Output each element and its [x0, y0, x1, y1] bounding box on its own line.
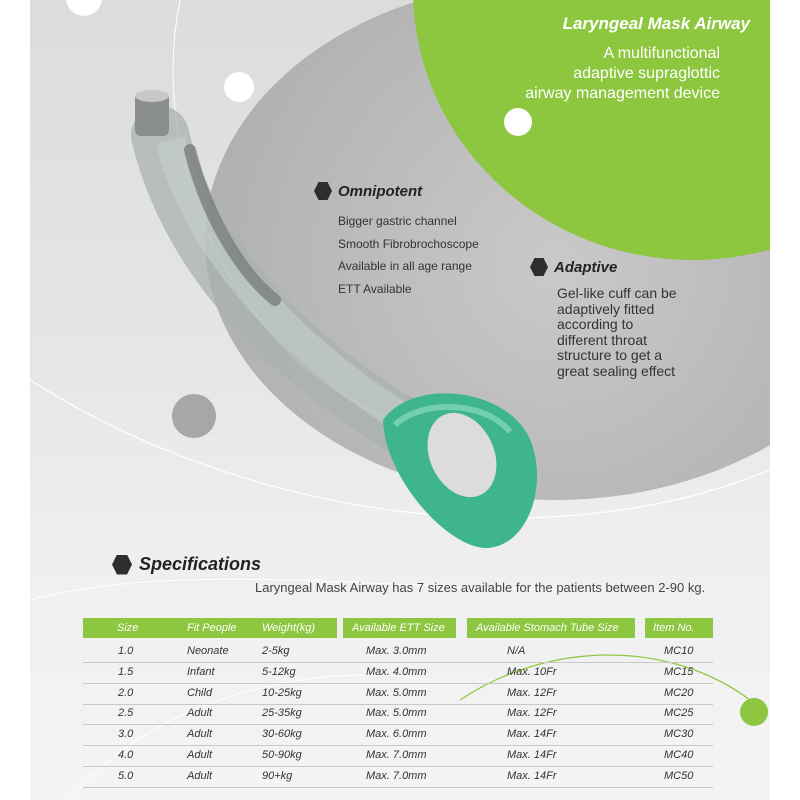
cell-ett-size: Max. 3.0mm — [366, 645, 427, 657]
cell-fit-people: Adult — [187, 728, 213, 741]
header-stomach-tube: Available Stomach Tube Size — [476, 622, 619, 634]
cell-fit-people: Adult — [187, 749, 213, 761]
product-sheet — [30, 0, 770, 800]
cell-weight: 2-5kg — [262, 645, 290, 657]
product-title: Laryngeal Mask Airway — [562, 14, 750, 33]
specifications-title: Specifications — [139, 554, 262, 574]
header-weight: Weight(kg) — [262, 622, 315, 634]
list-item: Available in all age range — [338, 259, 472, 273]
cell-item-no: MC30 — [664, 728, 694, 741]
adaptive-title: Adaptive — [554, 258, 618, 276]
specifications-description: Laryngeal Mask Airway has 7 sizes available for the patients between 2-90 kg. — [255, 580, 706, 595]
hexagon-bullet-icon — [530, 258, 548, 276]
cell-size: 1.0 — [118, 645, 134, 657]
cell-ett-size: Max. 7.0mm — [366, 769, 427, 782]
cell-fit-people: Adult — [187, 707, 213, 720]
cell-stomach-tube: Max. 14Fr — [507, 769, 557, 782]
cell-ett-size: Max. 7.0mm — [366, 749, 427, 761]
cell-fit-people: Neonate — [187, 645, 229, 657]
cell-fit-people: Infant — [187, 665, 215, 678]
cell-size: 3.0 — [118, 728, 134, 741]
cell-item-no: MC40 — [664, 749, 694, 761]
cell-fit-people: Child — [187, 686, 213, 699]
cell-ett-size: Max. 5.0mm — [366, 707, 427, 720]
cell-stomach-tube: Max. 12Fr — [507, 686, 557, 699]
text-line: according to — [557, 316, 634, 332]
text-line: great sealing effect — [557, 362, 676, 379]
cell-weight: 25-35kg — [262, 707, 302, 720]
cell-weight: 50-90kg — [262, 749, 302, 761]
cell-stomach-tube: Max. 14Fr — [507, 749, 557, 761]
header-ett-size: Available ETT Size — [352, 622, 445, 634]
cell-item-no: MC50 — [664, 769, 694, 782]
header-item-no: Item No. — [653, 622, 695, 634]
row-divider — [83, 662, 713, 663]
cell-stomach-tube: Max. 10Fr — [507, 665, 557, 678]
cell-fit-people: Adult — [187, 769, 213, 782]
cell-weight: 10-25kg — [262, 686, 302, 699]
cell-item-no: MC10 — [664, 645, 694, 657]
subtitle-line: adaptive supraglottic — [573, 65, 720, 82]
header-size: Size — [117, 622, 139, 634]
cell-weight: 90+kg — [262, 769, 293, 782]
cell-stomach-tube: N/A — [507, 645, 526, 657]
cell-size: 4.0 — [118, 749, 134, 761]
row-divider — [83, 745, 713, 746]
list-item: ETT Available — [338, 281, 412, 296]
cell-ett-size: Max. 4.0mm — [366, 665, 427, 678]
adaptive-heading — [530, 258, 617, 276]
text-line: structure to get a — [557, 347, 663, 363]
specifications-heading — [112, 554, 261, 575]
hexagon-bullet-icon — [112, 555, 132, 575]
list-item: Smooth Fibrobrochoscope — [338, 236, 479, 251]
row-divider — [83, 683, 713, 684]
table-header-ett — [343, 618, 456, 638]
product-subtitle — [460, 44, 720, 104]
omnipotent-heading — [314, 182, 422, 200]
omnipotent-title: Omnipotent — [338, 182, 423, 200]
text-line: different throat — [557, 331, 648, 348]
list-item: Bigger gastric channel — [338, 214, 457, 228]
cell-item-no: MC25 — [664, 707, 694, 720]
cell-weight: 5-12kg — [262, 665, 296, 678]
cell-ett-size: Max. 5.0mm — [366, 686, 427, 699]
table-header-group-basic — [83, 618, 337, 638]
text-line: Gel-like cuff can be — [557, 285, 677, 301]
cell-ett-size: Max. 6.0mm — [366, 728, 427, 741]
table-header-stomach-tube — [467, 618, 635, 638]
cell-item-no: MC15 — [664, 665, 694, 678]
cell-size: 2.0 — [118, 686, 134, 699]
subtitle-line: airway management device — [525, 85, 720, 102]
row-divider — [83, 766, 713, 767]
subtitle-line: A multifunctional — [603, 45, 720, 62]
row-divider — [83, 724, 713, 725]
header-fit-people: Fit People — [187, 622, 237, 634]
cell-stomach-tube: Max. 14Fr — [507, 728, 557, 741]
table-header-item — [645, 618, 713, 638]
hexagon-bullet-icon — [314, 182, 332, 200]
row-divider — [83, 787, 713, 788]
text-line: adaptively fitted — [557, 300, 655, 317]
cell-weight: 30-60kg — [262, 728, 302, 741]
adaptive-description — [557, 286, 757, 379]
laryngeal-mask-airway-illustration — [30, 0, 770, 800]
cell-size: 1.5 — [118, 665, 134, 678]
row-divider — [83, 704, 713, 705]
cell-item-no: MC20 — [664, 686, 694, 699]
cell-stomach-tube: Max. 12Fr — [507, 707, 557, 720]
cell-size: 5.0 — [118, 769, 134, 782]
cell-size: 2.5 — [118, 707, 134, 720]
omnipotent-list — [338, 210, 479, 300]
